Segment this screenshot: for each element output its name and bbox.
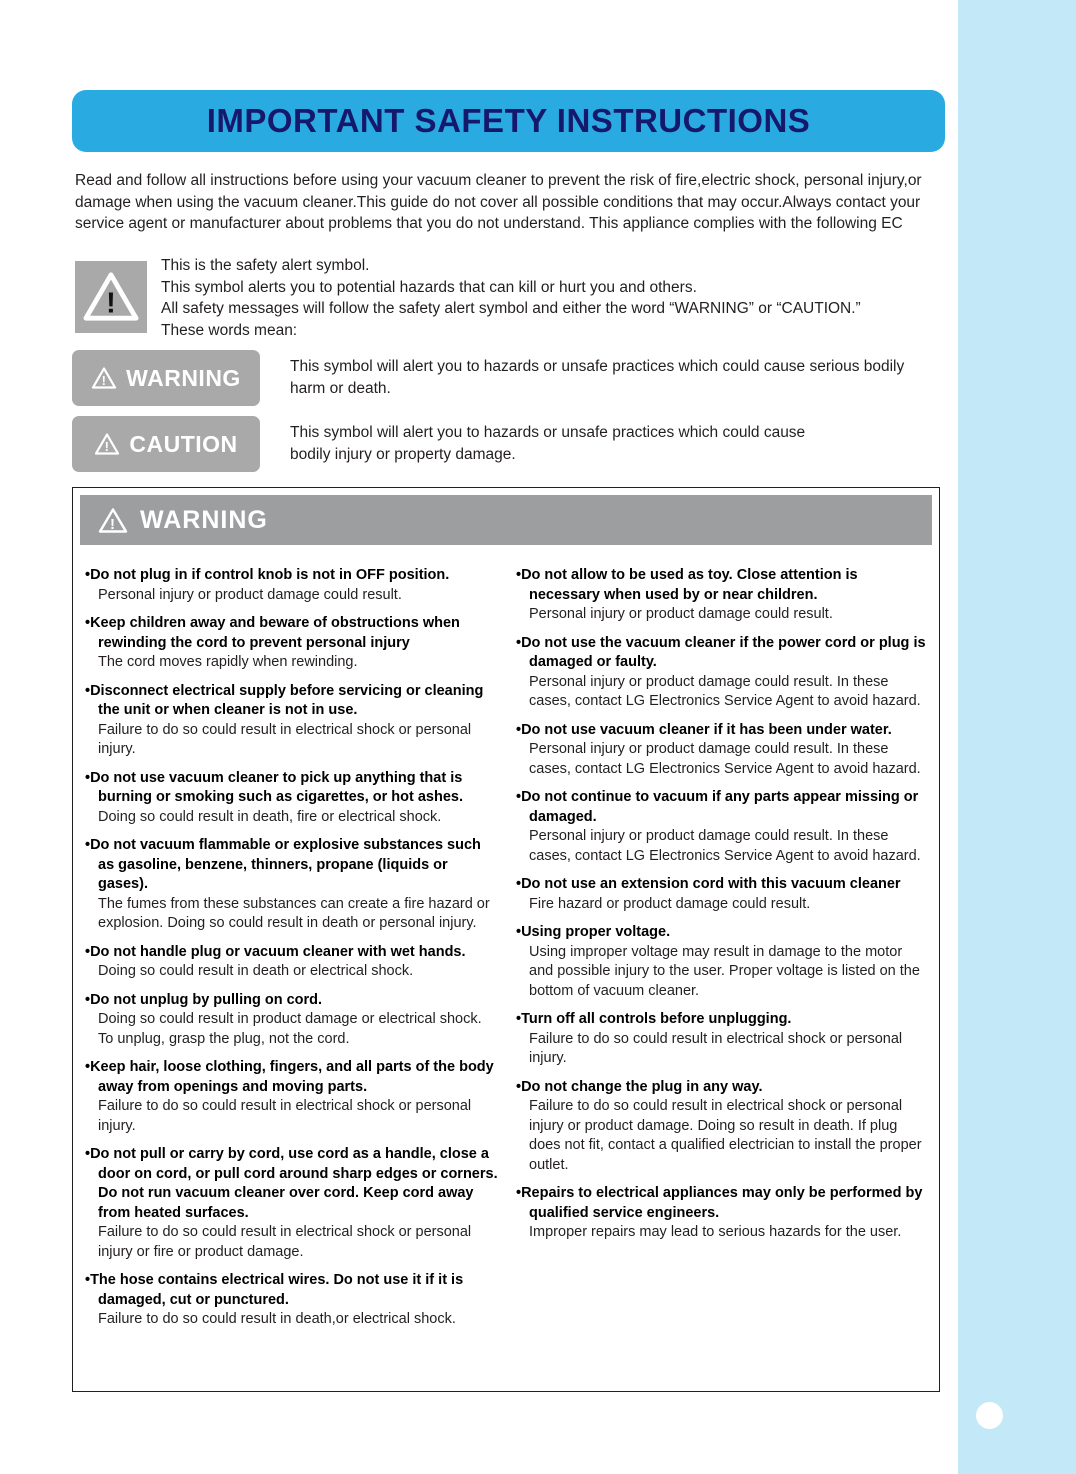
warning-description: Personal injury or product damage could result. In these cases, contact LG Electronics Service Agent to avoid hazard.	[529, 741, 921, 777]
warning-title: • Do not pull or carry by cord, use cord as a handle, close a door on cord, or pull cord around sharp edges or corners. Do not run vacuum cleaner over cord. Keep cord away from heated surfaces.	[98, 1145, 498, 1223]
warning-title: • Turn off all controls before unplugging.	[529, 1010, 929, 1030]
warning-item	[516, 875, 929, 914]
alert-line: This is the safety alert symbol.	[161, 257, 370, 274]
warning-description: Fire hazard or product damage could result.	[529, 895, 811, 912]
warning-badge-row	[72, 350, 915, 406]
warning-description: Failure to do so could result in electrical shock or personal injury or product damage. Doing so result in death. If plug does not fit, contact a qualified electrician to install the proper outlet.	[529, 1098, 922, 1173]
warning-item	[516, 1184, 929, 1243]
warning-item	[85, 836, 498, 934]
caution-badge-row	[72, 416, 815, 472]
warning-item	[516, 634, 929, 712]
warning-title: • Disconnect electrical supply before servicing or cleaning the unit or when cleaner is not in use.	[98, 682, 498, 721]
warning-description: Failure to do so could result in electrical shock or personal injury.	[529, 1030, 903, 1066]
warning-header-triangle-icon	[98, 507, 128, 534]
alert-line: These words mean:	[161, 321, 298, 339]
warning-title: • Do not plug in if control knob is not in OFF position.	[98, 566, 498, 586]
warning-description: Personal injury or product damage could result.	[529, 606, 833, 622]
page-number-circle	[976, 1402, 1003, 1429]
warning-item	[516, 788, 929, 866]
warning-title: • Do not change the plug in any way.	[529, 1078, 929, 1098]
svg-text:!: !	[104, 439, 110, 454]
warning-title: • Do not allow to be used as toy. Close attention is necessary when used by or near children.	[529, 566, 929, 605]
svg-text:!: !	[110, 515, 116, 533]
alert-line: All safety messages will follow the safety alert symbol and either the word “WARNING” or “CAUTION.”	[161, 300, 861, 317]
warning-item	[516, 1010, 929, 1069]
warning-item	[516, 1078, 929, 1176]
warning-item	[85, 566, 498, 605]
warning-description: Doing so could result in product damage or electrical shock. To unplug, grasp the plug, not the cord.	[98, 1011, 482, 1047]
warning-right-column	[516, 566, 929, 1339]
warning-item	[85, 682, 498, 760]
warning-section-header	[80, 495, 932, 545]
warning-description: Doing so could result in death or electrical shock.	[98, 963, 414, 979]
warning-triangle-icon	[91, 366, 117, 390]
warning-item	[85, 1058, 498, 1136]
warning-item	[516, 721, 929, 780]
warning-title: • Do not use an extension cord with this vacuum cleaner	[529, 875, 929, 895]
warning-description: Failure to do so could result in electrical shock or personal injury.	[98, 721, 472, 757]
warning-title: • Do not use vacuum cleaner to pick up anything that is burning or smoking such as cigarettes, or hot ashes.	[98, 769, 498, 808]
warning-item	[85, 1145, 498, 1262]
warning-description: The cord moves rapidly when rewinding.	[98, 654, 358, 670]
warning-title: • Keep children away and beware of obstructions when rewinding the cord to prevent personal injury	[98, 614, 498, 653]
svg-text:!: !	[106, 287, 116, 320]
intro-paragraph: Read and follow all instructions before using your vacuum cleaner to prevent the risk of fire,electric shock, personal injury,or damage when using the vacuum cleaner.This guide do not cover all possible conditions that may occur.Always contact your service agent or manufacturer about problems that you do not understand. This appliance complies with the following EC	[75, 172, 922, 232]
alert-line: This symbol alerts you to potential hazards that can kill or hurt you and others.	[161, 278, 697, 296]
warning-item	[85, 991, 498, 1050]
svg-text:!: !	[101, 373, 107, 388]
warning-title: • Do not unplug by pulling on cord.	[98, 991, 498, 1011]
safety-alert-text	[161, 255, 941, 341]
warning-description: Personal injury or product damage could result.	[98, 586, 402, 603]
warning-columns	[73, 552, 939, 1339]
warning-description: Improper repairs may lead to serious hazards for the user.	[529, 1224, 902, 1240]
warning-title: • Keep hair, loose clothing, fingers, and all parts of the body away from openings and moving parts.	[98, 1058, 498, 1097]
warning-title: • Do not vacuum flammable or explosive substances such as gasoline, benzene, thinners, propane (liquids or gases).	[98, 836, 498, 895]
warning-description: Using improper voltage may result in damage to the motor and possible injury to the user. Proper voltage is listed on the bottom of vacuum cleaner.	[529, 943, 920, 999]
warning-left-column	[85, 566, 498, 1339]
caution-triangle-icon	[94, 432, 120, 456]
page-title-banner	[72, 90, 945, 152]
warning-section	[72, 487, 940, 1392]
warning-item	[85, 943, 498, 982]
warning-title: • Do not use the vacuum cleaner if the power cord or plug is damaged or faulty.	[529, 634, 929, 673]
caution-badge-description: This symbol will alert you to hazards or unsafe practices which could cause bodily injury or property damage.	[290, 424, 806, 463]
warning-section-title: WARNING	[140, 505, 268, 534]
warning-description: Personal injury or product damage could result. In these cases, contact LG Electronics Service Agent to avoid hazard.	[529, 828, 921, 864]
warning-description: Personal injury or product damage could result. In these cases, contact LG Electronics Service Agent to avoid hazard.	[529, 673, 921, 709]
warning-description: The fumes from these substances can create a fire hazard or explosion. Doing so could result in death or personal injury.	[98, 895, 490, 931]
warning-item	[85, 769, 498, 828]
warning-description: Failure to do so could result in electrical shock or personal injury.	[98, 1098, 472, 1134]
page-title: IMPORTANT SAFETY INSTRUCTIONS	[206, 102, 811, 139]
caution-badge-label: CAUTION	[129, 430, 238, 457]
warning-title: • Do not use vacuum cleaner if it has been under water.	[529, 721, 929, 741]
warning-description: Failure to do so could result in death,or electrical shock.	[98, 1311, 456, 1327]
caution-badge	[72, 416, 260, 472]
sidebar-strip	[958, 0, 1076, 1474]
alert-triangle-icon	[82, 270, 140, 324]
warning-title: • Repairs to electrical appliances may only be performed by qualified service engineers.	[529, 1184, 929, 1223]
warning-description: Failure to do so could result in electrical shock or personal injury or fire or product damage.	[98, 1224, 472, 1260]
safety-alert-symbol	[75, 261, 147, 333]
warning-item	[516, 566, 929, 625]
warning-description: Doing so could result in death, fire or electrical shock.	[98, 808, 442, 825]
warning-title: • Do not handle plug or vacuum cleaner with wet hands.	[98, 943, 498, 963]
safety-alert-section	[75, 255, 941, 341]
warning-item	[516, 923, 929, 1001]
warning-title: • Using proper voltage.	[529, 923, 929, 943]
warning-title: • Do not continue to vacuum if any parts appear missing or damaged.	[529, 788, 929, 827]
warning-badge-description: This symbol will alert you to hazards or unsafe practices which could cause serious bodily harm or death.	[290, 358, 905, 397]
warning-badge-label: WARNING	[126, 364, 241, 391]
warning-title: • The hose contains electrical wires. Do not use it if it is damaged, cut or punctured.	[98, 1271, 498, 1310]
warning-badge	[72, 350, 260, 406]
warning-item	[85, 1271, 498, 1330]
warning-item	[85, 614, 498, 673]
